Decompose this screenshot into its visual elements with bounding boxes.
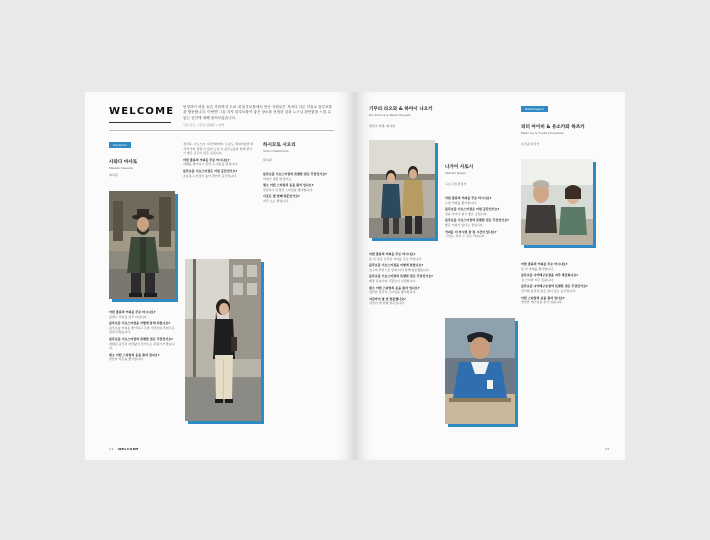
answer: 블루보틀 커피를 좋아하고 주변 사람들의 추천으로 찾게 되었습니다. [109, 325, 175, 335]
location-tag: Kiyosumi [109, 142, 131, 148]
photo-person-2 [185, 259, 261, 421]
question: 커피를 더 마시면 잠 잘 시간이 있나요? [445, 229, 497, 234]
question: 지금까지 몇 번 방문했나요? [369, 296, 406, 301]
person-name: 기무라 라오와 & 하야시 나오키 [369, 107, 433, 112]
location-tag: Nakameguro [521, 106, 548, 112]
couple-cafe-illustration [521, 159, 593, 245]
answer: 이번이 세 번째 방문입니다. [369, 301, 405, 306]
question: 어떤 종류의 커피를 주로 마시나요? [109, 310, 156, 314]
question: 블루보틀 기요스미점을 어떻게 알게 되었나요? [109, 321, 170, 326]
answer: 깔끔하고 단정한 스타일을 좋아합니다. [263, 187, 314, 192]
bio-text: 정리하, 기요스미 시라카와에서 '도쿄도 현대미술관'과 '후카가와 정원'이 있어 도심 속 블루보틀과 함께 즐기기 좋은 공간이 많은 곳입니다. [183, 142, 254, 156]
title-rule [109, 122, 171, 123]
photo-person-1 [109, 191, 175, 299]
question: 평소 어떤 스타일의 옷을 즐겨 입나요? [109, 352, 160, 357]
man-cafe-illustration [445, 318, 515, 424]
answer: 조용하고 천장이 높아 편안한 공간입니다. [183, 173, 238, 178]
person-name-en: Peter Ivy & Fuuka Hosokawa [521, 131, 564, 135]
couple-portrait-illustration [369, 140, 435, 238]
qa-list-person-4 [445, 196, 515, 241]
photo-person-4 [445, 318, 515, 424]
person-name: 나가이 사토시 [445, 165, 474, 170]
question: 어떤 종류의 커피를 주로 마시나요? [521, 262, 568, 266]
person-name-en: Rui Kimura & Naoki Hayashi [369, 113, 412, 117]
person-role: 회사원 [263, 158, 272, 162]
answer: 강가의 풍경과 넓은 창이 있는 공간입니다. [521, 288, 576, 293]
woman-street-illustration [185, 259, 261, 421]
question: 평소 어떤 스타일의 옷을 즐겨 입나요? [263, 183, 314, 188]
person-name: 피터 아이비 & 유소카와 하츠카 [521, 125, 585, 130]
left-page [85, 92, 355, 460]
answer: 친구의 추천으로 알게 되어 함께 방문했습니다. [369, 267, 430, 272]
answer: 둘 다 라떼를 좋아합니다. [521, 266, 554, 271]
intro-text: 안녕하이 처음 들른 사람까지 도쿄 내 블루보틀에서 만난 사람들은 저마다 다른 이유로 블루보틀을 방문합니다. 이번엔 그들 각자 블루보틀이 좋은 장소를 선정한 것과 누구나 편안함을 느낄 수 있는 공간에 대해 물어보았습니다. [183, 105, 333, 120]
person-name: 사와다 마사토 [109, 160, 138, 165]
right-page [355, 92, 625, 460]
question: 블루보틀 기요스미점은 어떤 공간인가요? [183, 168, 238, 173]
person-role: 회사원 [109, 173, 118, 177]
question: 평소 어떤 스타일의 옷을 즐겨 입나요? [369, 285, 420, 290]
person-name: 하시모토 시오리 [263, 143, 296, 148]
question: 블루보틀 기요스미점의 특별한 점은 무엇인가요? [369, 274, 433, 279]
person-name-en: Shiori Hashimoto [263, 149, 289, 153]
page-number: 15 [605, 447, 610, 451]
question: 블루보틀 나카메구로점의 특별한 점은 무엇인가요? [521, 284, 588, 289]
intro-credit: 사진 사토 • 편집 김혜원 • 번역 [183, 123, 225, 128]
person-name-en: Masato Sawada [109, 166, 133, 170]
question: 블루보틀 기요스미점의 특별한 점은 무엇인가요? [445, 218, 509, 223]
photo-person-5 [521, 159, 593, 245]
answer: 커피가 정말 맛있어요. [263, 176, 292, 181]
qa-list-person-3 [369, 252, 439, 308]
footer-title: WELCOME [118, 447, 139, 451]
answer: 그럼요, 하루 두 잔은 마십니다. [445, 234, 486, 239]
question: 어떤 종류의 커피를 주로 마시나요? [445, 196, 492, 200]
intro-paragraph [183, 105, 333, 129]
footer [109, 447, 139, 451]
answer: 라떼를 좋아하고 일상 속 여유를 즐깁니다. [183, 162, 238, 167]
question: 블루보틀 기요스미점의 특별한 점은 무엇인가요? [109, 336, 173, 341]
answer: 일을 하거나 쉬기 좋은 곳입니다. [445, 211, 488, 216]
man-portrait-illustration [109, 191, 175, 299]
qa-list-person-5 [521, 262, 597, 307]
answer: 드립 커피를 좋아합니다. [445, 200, 477, 205]
person-name-en: Satoshi Nagai [445, 171, 466, 175]
qa-list-person-1 [109, 310, 175, 364]
answer: 개방된 공간과 자연광이 들어오는 분위기가 좋습니다. [109, 341, 175, 351]
question: 어떤 종류의 커피를 주로 마시나요? [183, 157, 230, 162]
question: 블루보틀 기요스미점의 특별한 점은 무엇인가요? [263, 172, 327, 176]
answer: 좋은 커피가 있다는 점입니다. [445, 222, 484, 227]
question: 이곳은 몇 번째 방문인가요? [263, 194, 300, 199]
qa-list-person-2 [263, 172, 335, 206]
person-role: 대학교 학생, 회사원 [369, 124, 396, 128]
bio-person-2 [183, 142, 255, 180]
answer: 매장 분위기와 직원들이 친절합니다. [369, 278, 417, 283]
page-title: WELCOME [109, 106, 175, 117]
person-role: 프로그램 편집자 [445, 182, 467, 186]
question: 블루보틀 나카메구로점을 자주 방문하나요? [521, 273, 579, 278]
answer: 자주 오는 편입니다. [263, 198, 290, 203]
answer: 편안한 차림을 좋아합니다. [109, 357, 144, 362]
question: 어떤 스타일의 옷을 즐겨 입나요? [521, 295, 565, 300]
page-number: 14 [109, 447, 114, 451]
answer: 집 근처라 자주 들릅니다. [521, 277, 554, 282]
answer: 편안한 캐주얼을 즐겨 입습니다. [521, 300, 563, 305]
magazine-spread [85, 92, 625, 460]
question: 어떤 종류의 커피를 주로 마시나요? [369, 252, 416, 256]
answer: 블렌드 커피를 자주 마십니다. [109, 314, 148, 319]
photo-person-3 [369, 140, 435, 238]
question: 블루보틀 기요스미점을 어떻게 알았나요? [369, 263, 424, 268]
question: 블루보틀 기요스미점은 어떤 공간인가요? [445, 207, 500, 212]
person-role: 유리공예 작가 [521, 142, 540, 146]
answer: 둘 다 싱글 오리진 커피를 주로 마십니다. [369, 256, 423, 261]
answer: 편안한 빈티지 스타일을 좋아합니다. [369, 290, 417, 295]
